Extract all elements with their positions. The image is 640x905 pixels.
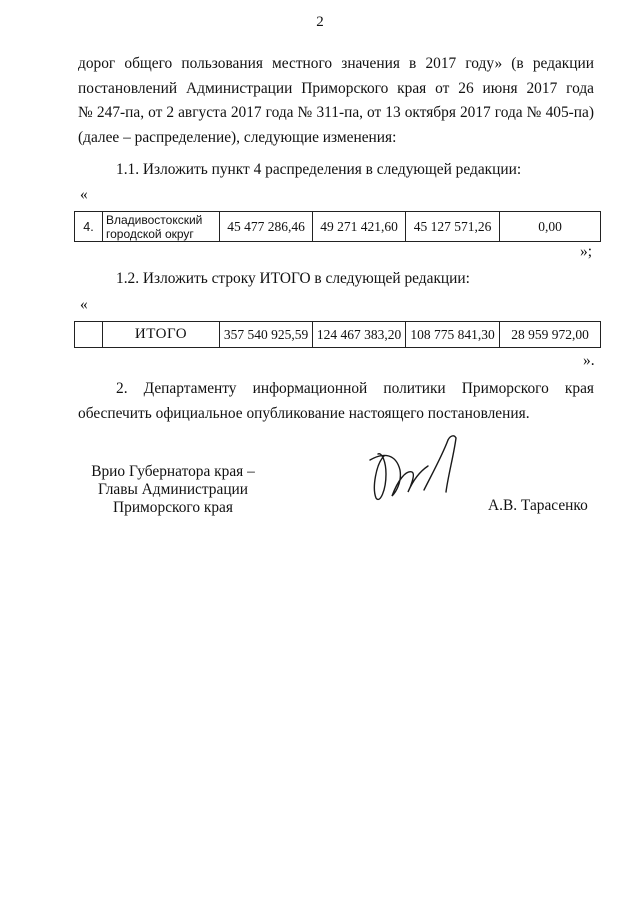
table-itogo — [74, 321, 601, 348]
handwritten-signature — [362, 430, 472, 512]
value-cell: 49 271 421,60 — [313, 212, 406, 242]
value-cell: 357 540 925,59 — [220, 322, 313, 348]
value-cell: 124 467 383,20 — [313, 322, 406, 348]
page-number: 2 — [316, 14, 324, 30]
item-1-2: 1.2. Изложить строку ИТОГО в следующей редакции: — [116, 270, 470, 287]
intro-line: дорог общего пользования местного значения в 2017 году» (в редакции — [78, 55, 594, 72]
municipality-name — [103, 212, 220, 242]
value-cell: 45 477 286,46 — [220, 212, 313, 242]
signatory-name: А.В. Тарасенко — [488, 497, 588, 514]
table-row — [75, 212, 601, 242]
position-line: Главы Администрации — [97, 481, 249, 498]
intro-line: № 247-па, от 2 августа 2017 года № 311-па, от 13 октября 2017 года № 405-па) — [78, 104, 594, 121]
municipality-name-line: городской округ — [106, 226, 194, 241]
value-cell: 45 127 571,26 — [406, 212, 500, 242]
table-point-4 — [74, 211, 601, 242]
table-row — [75, 322, 601, 348]
row-number — [75, 322, 103, 348]
signatory-position — [78, 463, 268, 517]
item-1-1: 1.1. Изложить пункт 4 распределения в следующей редакции: — [116, 161, 522, 178]
row-number: 4. — [75, 212, 103, 242]
value-cell: 0,00 — [500, 212, 601, 242]
close-quote-2: ». — [583, 352, 595, 369]
position-line: Приморского края — [113, 499, 233, 516]
intro-line: (далее – распределение), следующие изменения: — [78, 128, 397, 146]
item-2-paragraph — [78, 377, 594, 426]
total-label: ИТОГО — [103, 322, 220, 348]
item-2-line: 2. Департаменту информационной политики Приморского края — [116, 380, 594, 397]
open-quote-1: « — [80, 186, 88, 203]
open-quote-2: « — [80, 296, 88, 313]
value-cell: 108 775 841,30 — [406, 322, 500, 348]
position-line: Врио Губернатора края – — [91, 463, 255, 480]
municipality-name-line: Владивостокский — [106, 212, 203, 227]
close-quote-1: »; — [580, 243, 592, 260]
intro-paragraph — [78, 52, 594, 150]
intro-line: постановлений Администрации Приморского края от 26 июня 2017 года — [78, 79, 594, 97]
value-cell: 28 959 972,00 — [500, 322, 601, 348]
item-2-line: обеспечить официальное опубликование настоящего постановления. — [78, 404, 530, 422]
